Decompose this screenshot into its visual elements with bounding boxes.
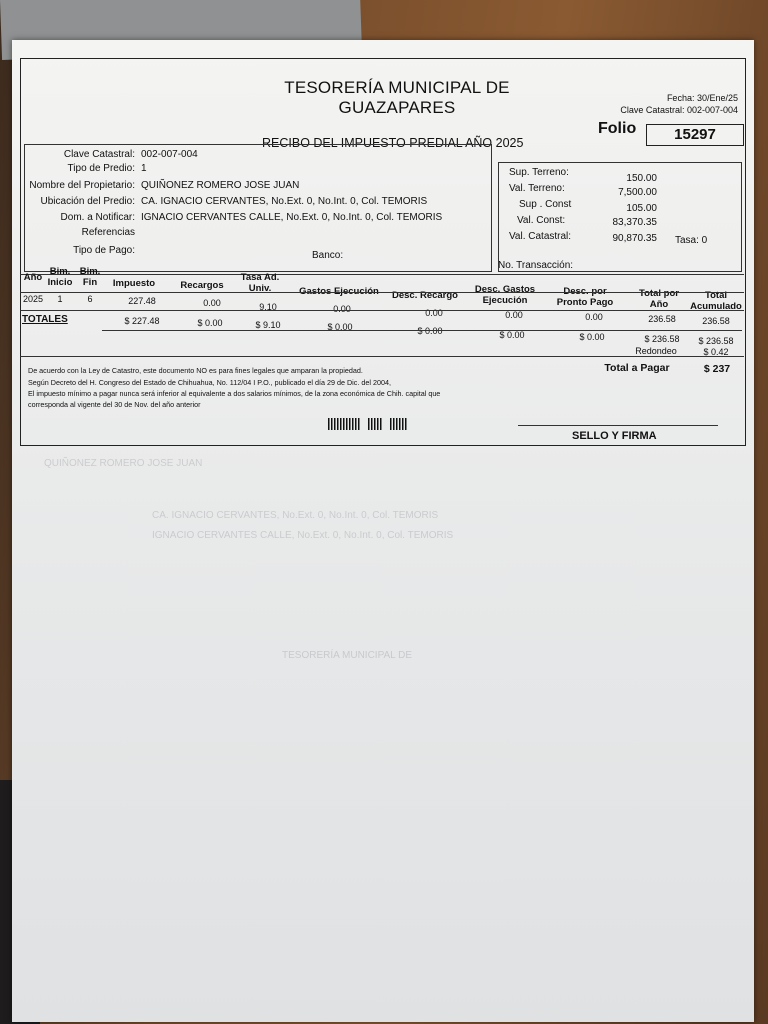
banco-label: Banco: [312,250,344,261]
receipt-paper [12,40,754,1022]
clave-row [25,149,198,160]
clave-value: 002-007-004 [141,149,198,160]
carbon-bleed-through [32,450,732,750]
val-const-value: 83,370.35 [612,217,657,228]
notificar-value: IGNACIO CERVANTES CALLE, No.Ext. 0, No.Int. 0, Col. TEMORIS [141,212,443,223]
row-bottom-line [20,310,744,311]
folio-value: 15297 [646,124,744,146]
propietario-value: QUIÑONEZ ROMERO JOSE JUAN [141,180,300,191]
td-gastos: 0.00 [333,304,351,314]
td-anio: 2025 [22,294,44,304]
tot-recargos: $ 0.00 [197,318,223,328]
val-terreno-value: 7,500.00 [618,187,657,198]
th-recargos: Recargos [180,280,224,291]
notificar-row [25,212,442,223]
th-bim-fin: Bim. Fin [79,266,101,288]
referencias-row [25,227,141,238]
propietario-label: Nombre del Propietario: [29,180,135,191]
legal-line-4: corresponda al vigente del 30 de Nov. del año anterior [28,400,201,409]
ghost-notificar: IGNACIO CERVANTES CALLE, No.Ext. 0, No.Int. 0, Col. TEMORIS [152,530,454,541]
sello-firma: SELLO Y FIRMA [572,430,657,442]
th-gastos: Gastos Ejecución [299,286,379,297]
total-pagar-label: Total a Pagar [604,362,670,374]
barcode-segment [328,418,360,430]
ubicacion-row [25,196,427,207]
ubicacion-value: CA. IGNACIO CERVANTES, No.Ext. 0, No.Int. 0, Col. TEMORIS [141,196,428,207]
legal-top-line [20,356,744,357]
td-impuesto: 227.48 [128,296,156,306]
sup-const-value: 105.00 [626,203,657,214]
tot-tasa-ad: $ 9.10 [255,320,281,330]
td-total-acum: 236.58 [702,316,730,326]
tot-desc-pronto: $ 0.00 [579,332,605,342]
sup-const-label: Sup . Const [519,199,572,210]
receipt-title [242,78,552,118]
legal-line-2: Según Decreto del H. Congreso del Estado de Chihuahua, No. 112/04 I P.O., publicado el día 29 de Dic. del 2004, [28,378,391,387]
tot-impuesto: $ 227.48 [124,316,160,326]
title-line-1: TESORERÍA MUNICIPAL DE [284,78,510,97]
referencias-label: Referencias [81,227,135,238]
tipo-pago-label: Tipo de Pago: [73,245,135,256]
th-impuesto: Impuesto [112,278,156,289]
header-bottom-line [20,292,744,293]
tipo-predio-row [25,163,147,174]
th-tasa-ad: Tasa Ad. Univ. [240,272,280,294]
tot-total-acum: $ 236.58 [698,336,734,346]
ghost-ubicacion: CA. IGNACIO CERVANTES, No.Ext. 0, No.Int. 0, Col. TEMORIS [152,510,439,521]
redondeo-value: $ 0.42 [703,347,729,357]
val-catastral-value: 90,870.35 [612,233,657,244]
propietario-row [25,180,299,191]
ghost-propietario: QUIÑONEZ ROMERO JOSE JUAN [44,458,203,469]
th-bim-inicio: Bim. Inicio [47,266,73,288]
totales-line [102,330,742,331]
tipo-pago-row [25,245,141,256]
tot-desc-recargo: $ 0.00 [417,326,443,336]
td-total-anio: 236.58 [648,314,676,324]
clave-label: Clave Catastral: [63,149,135,160]
total-pagar-value: $ 237 [703,363,731,375]
td-tasa-ad: 9.10 [259,302,277,312]
th-total-acum: Total Acumulado [690,290,742,312]
val-const-label: Val. Const: [517,215,566,226]
tot-gastos: $ 0.00 [327,322,353,332]
tipo-predio-label: Tipo de Predio: [67,163,135,174]
tot-desc-gastos: $ 0.00 [499,330,525,340]
notificar-label: Dom. a Notificar: [60,212,135,223]
barcode-segment [368,418,382,430]
folio-label: Folio [598,120,637,137]
tipo-predio-value: 1 [141,163,147,174]
td-desc-gastos: 0.00 [505,310,523,320]
tot-total-anio: $ 236.58 [644,334,680,344]
clave-catastral-top: Clave Catastral: 002-007-004 [620,105,738,115]
td-bim-fin: 6 [87,294,93,304]
th-desc-pronto: Desc. por Pronto Pago [556,286,614,308]
fecha: Fecha: 30/Ene/25 [666,93,738,103]
totales-label: TOTALES [22,314,68,325]
valores-box [498,162,742,272]
table-top-line [20,274,744,275]
signature-line [518,425,718,426]
ubicacion-label: Ubicación del Predio: [40,196,135,207]
val-catastral-label: Val. Catastral: [509,231,572,242]
ghost-title: TESORERÍA MUNICIPAL DE [282,650,413,661]
barcode-segment [390,418,408,430]
td-desc-pronto: 0.00 [585,312,603,322]
transaccion-label: No. Transacción: [498,260,574,271]
legal-line-3: El impuesto mínimo a pagar nunca será inferior al equivalente a dos salarios mínimos, de la zona económica de Chih. capital que [28,389,441,398]
predio-box [24,144,492,272]
td-bim-inicio: 1 [57,294,63,304]
td-desc-recargo: 0.00 [425,308,443,318]
th-desc-recargo: Desc. Recargo [391,290,458,301]
td-recargos: 0.00 [203,298,221,308]
sup-terreno-value: 150.00 [626,173,657,184]
redondeo-label: Redondeo [635,346,677,356]
th-anio: Año [23,272,43,283]
th-total-anio: Total por Año [639,288,679,310]
th-desc-gastos: Desc. Gastos Ejecución [474,284,536,306]
title-line-2: GUAZAPARES [338,98,456,117]
receipt-subtitle: RECIBO DEL IMPUESTO PREDIAL AÑO 2025 [262,136,524,150]
tasa-value: Tasa: 0 [675,235,708,246]
date-block [620,92,738,116]
legal-line-1: De acuerdo con la Ley de Catastro, este documento NO es para fines legales que amparan la propiedad. [28,366,363,375]
sup-terreno-label: Sup. Terreno: [509,167,569,178]
val-terreno-label: Val. Terreno: [509,183,565,194]
barcode [328,418,408,430]
